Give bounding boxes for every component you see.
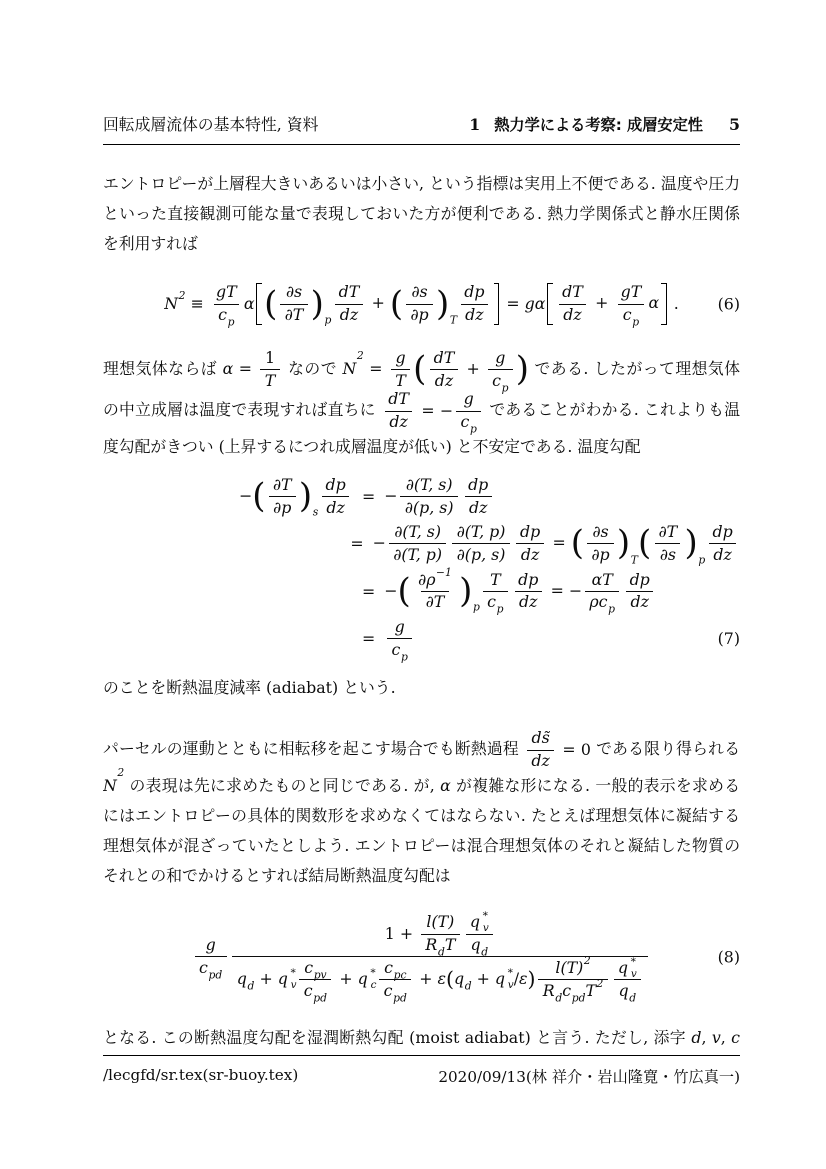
page-header — [103, 112, 740, 135]
paragraph-adiabat-def: のことを断熱温度減率 (adiabat) という. — [103, 678, 396, 698]
math-expression: α = $\frac{1}{T}$ — [223, 359, 283, 378]
math-expression: N 2 — [103, 765, 125, 795]
math-expression: d — [691, 1027, 702, 1047]
section-number: 1 — [469, 115, 481, 134]
math-expression: − ( ∂ρ −1 ∂T ) p T c p $\frac{dp}{dz}$ = − αT ρ c p $\frac{dp}{dz}$ — [384, 571, 657, 612]
math-expression: g c p — [384, 618, 415, 659]
equation-row: = g c p (7) — [362, 617, 740, 664]
footer-date-authors: 2020/09/13(林 祥介・岩山隆寛・竹広真一) — [438, 1068, 740, 1086]
equation-7 — [103, 474, 740, 664]
equation-6 — [103, 273, 740, 335]
footer-rule — [103, 1055, 740, 1056]
math-expression: c — [731, 1027, 740, 1047]
equation-tag: (7) — [717, 629, 740, 649]
math-expression: − ( ∂T ∂p ) s $\frac{dp}{dz}$ — [239, 476, 353, 517]
equation-row: − ( ∂T ∂p ) s $\frac{dp}{dz}$ = − $\frac{\partial(T, s)}{\partial(p, s)}$ $\frac{dp}{dz}$ — [103, 476, 740, 517]
math-expression: $\frac{ds̃}{dz}$ = 0 — [524, 740, 591, 759]
running-header-title: 回転成層流体の基本特性, 資料 — [103, 115, 319, 134]
math-expression: N 2 = $\frac{g}{T}$ ( $\frac{dT}{dz}$ + g c p ) — [342, 348, 529, 395]
equation-row: = − ( ∂ρ −1 ∂T ) p T c p $\frac{dp}{dz}$ = − αT ρ c p $\frac{dp}{dz}$ — [103, 571, 740, 612]
paragraph-moist-adiabat: となる. この断熱温度勾配を湿潤断熱勾配 (moist adiabat) と言う. ただし, 添字 d, v, c — [103, 1027, 740, 1047]
section-heading — [469, 114, 703, 135]
header-right — [469, 114, 740, 135]
math-expression: − $\frac{\partial(T, s)}{\partial(p, s)}$ $\frac{dp}{dz}$ — [384, 476, 495, 517]
math-expression: − $\frac{\partial(T, s)}{\partial(T, p)}$ $\frac{\partial(T, p)}{\partial(p, s)}$ $\frac{dp}{dz}$ = ( ∂s ∂p ) T ( ∂T ∂s ) p $\frac{dp}{dz}$ — [373, 523, 740, 564]
page-body — [103, 145, 740, 1047]
page-number: 5 — [729, 115, 740, 134]
equation-6-math: N 2 ≡ gT c p α ( ∂s ∂T ) p $\frac{dT}{dz}$ + ( ∂s ∂p ) T $\frac{dp}{dz}$ = gα $\frac{dT}{dz}$ + gT c p α . — [164, 282, 679, 329]
equation-row: = − $\frac{\partial(T, s)}{\partial(T, p)}$ $\frac{\partial(T, p)}{\partial(p, s)}$ $\frac{dp}{dz}$ = ( ∂s ∂p ) T ( ∂T ∂s ) p $\frac{dp}{dz}$ — [103, 523, 740, 564]
equation-6-tag: (6) — [717, 294, 740, 314]
page-footer — [103, 1046, 740, 1087]
section-title: 熱力学による考察: 成層安定性 — [494, 116, 703, 134]
equation-8 — [103, 907, 740, 1007]
equation-8-math: g c pd 1 + l(T) R d T q ∗ v q d q d + q ∗ v c pv c pd + q ∗ c c pc c pd + ε ( q d + q ∗ v /ε ) l(T) 2 R d c pd T 2 q ∗ v q d — [192, 913, 652, 1000]
paragraph-entropy-intro: エントロピーが上層程大きいあるいは小さい, という指標は実用上不便である. 温度や圧力といった直接観測可能な量で表現しておいた方が便利である. 熱力学関係式と静水圧関係を利用すれば — [103, 174, 740, 253]
paragraph-parcel: パーセルの運動とともに相転移を起こす場合でも断熱過程 $\frac{ds̃}{dz}$ = 0 である限り得られる N 2 の表現は先に求めたものと同じである. が, α が複雑な形になる. 一般的表示を求めるにはエントロピーの具体的関数形を求めなくてはならない. たとえば理想気体に凝結する理想気体が混ざっていたとしよう. エントロピーは混合理想気体のそれと凝結した物質のそれとの和でかけるとすれば結局断熱温度勾配は — [103, 728, 740, 885]
math-expression: v — [711, 1027, 721, 1047]
equation-8-tag: (8) — [717, 947, 740, 967]
paragraph-ideal-gas: 理想気体ならば α = $\frac{1}{T}$ なので N 2 = $\frac{g}{T}$ ( $\frac{dT}{dz}$ + g c p ) である. したがって理想気体の中立成層は温度で表現すれば直ちに $\frac{dT}{dz}$ = − g c p であることがわかる. これよりも温度勾配がきつい (上昇するにつれ成層温度が低い) と不安定である. 温度勾配 — [103, 348, 740, 456]
footer-file-path: /lecgfd/sr.tex(sr-buoy.tex) — [103, 1066, 299, 1084]
math-expression: α — [440, 775, 451, 795]
math-expression: $\frac{dT}{dz}$ = − g c p — [381, 401, 484, 420]
